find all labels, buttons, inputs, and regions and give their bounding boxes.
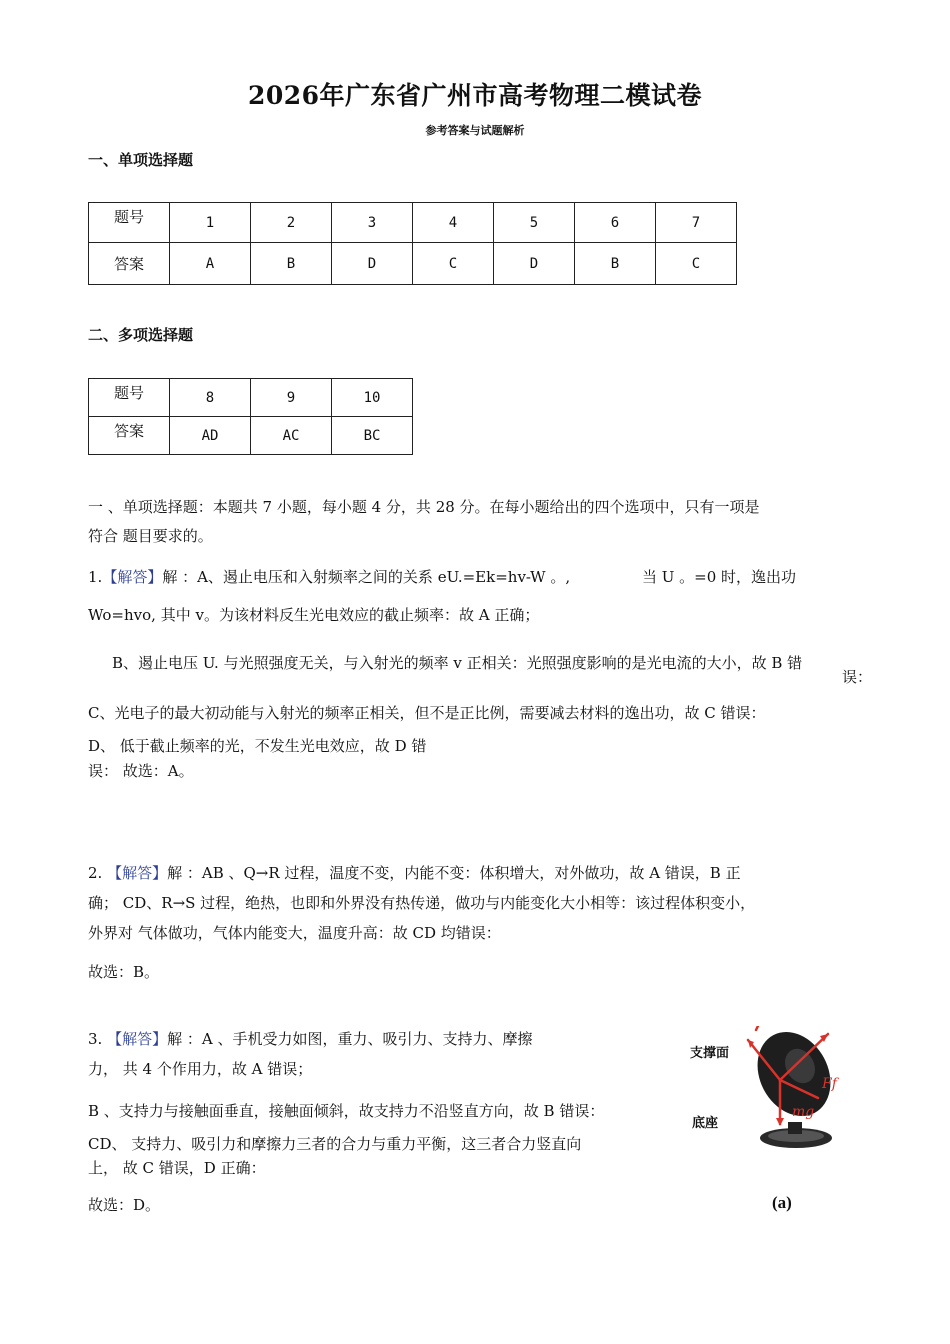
table-cell: 8 <box>170 379 251 417</box>
q3-line-6: 故选：D。 <box>88 1196 161 1214</box>
gravity-label: mg <box>792 1104 815 1120</box>
q3-text: 解 ：A 、手机受力如图，重力、吸引力、支持力、摩擦 <box>167 1030 533 1048</box>
table-row-answers <box>89 243 737 285</box>
row-label-question: 题号 <box>89 379 170 417</box>
q1-number: 1. <box>88 568 103 586</box>
q1-line-5: D、 低于截止频率的光，不发生光电效应，故 D 错 <box>88 737 427 755</box>
table-cell: AD <box>170 417 251 455</box>
section1-heading: 一、单项选择题 <box>88 151 194 169</box>
q1-answer-tag: 【解答】 <box>102 568 163 586</box>
table-cell: 6 <box>575 203 656 243</box>
phone-mount-figure <box>688 1026 870 1156</box>
friction-label: Ff <box>822 1076 837 1092</box>
q2-number: 2. <box>88 864 103 882</box>
q1-line-4: C、光电子的最大初动能与入射光的频率正相关，但不是正比例，需要减去材料的逸出功，故 C 错误： <box>88 704 766 722</box>
table-cell: 7 <box>656 203 737 243</box>
section2-answer-table <box>88 378 413 455</box>
q3-line-2: 力， 共 4 个作用力，故 A 错误； <box>88 1060 313 1078</box>
q1-text-a: 解 ：A、遏止电压和入射频率之间的关系 eU.=Ek=hv-W 。, <box>162 568 571 586</box>
table-cell: B <box>251 243 332 285</box>
row-label-question: 题号 <box>89 203 170 243</box>
table-cell: 1 <box>170 203 251 243</box>
section1-answer-table <box>88 202 737 285</box>
surface-label: 支撑面 <box>690 1046 730 1061</box>
table-cell: BC <box>332 417 413 455</box>
table-row-numbers <box>89 203 737 243</box>
table-cell: D <box>332 243 413 285</box>
table-cell: D <box>494 243 575 285</box>
q2-line-3: 外界对 气体做功，气体内能变大，温度升高：故 CD 均错误： <box>88 924 501 942</box>
mount-stem <box>788 1122 802 1134</box>
intro-line-2: 符合 题目要求的。 <box>88 527 213 545</box>
table-row-answers <box>89 417 413 455</box>
table-cell: 3 <box>332 203 413 243</box>
figure-caption: (a) <box>772 1193 792 1212</box>
table-cell: 4 <box>413 203 494 243</box>
q1-line-3-wrap: 误： <box>842 668 873 686</box>
q3-line-1 <box>88 1024 532 1054</box>
table-cell: 10 <box>332 379 413 417</box>
table-cell: C <box>656 243 737 285</box>
table-cell: AC <box>251 417 332 455</box>
page-title: 2026年广东省广州市高考物理二模试卷 <box>247 81 703 110</box>
table-cell: 9 <box>251 379 332 417</box>
q3-line-5: 上， 故 C 错误，D 正确： <box>88 1159 266 1177</box>
page-subtitle: 参考答案与试题解析 <box>425 124 525 137</box>
q2-answer-tag: 【解答】 <box>107 864 168 882</box>
q3-number: 3. <box>88 1030 103 1048</box>
table-cell: B <box>575 243 656 285</box>
section2-heading: 二、多项选择题 <box>88 326 194 344</box>
q3-line-3: B 、支持力与接触面垂直，接触面倾斜，故支持力不沿竖直方向，故 B 错误： <box>88 1102 605 1120</box>
row-label-answer: 答案 <box>89 417 170 455</box>
q2-line-2: 确； CD、R→S 过程，绝热，也即和外界没有热传递，做功与内能变化大小相等：该过程体积变小， <box>88 894 756 912</box>
table-cell: 2 <box>251 203 332 243</box>
q1-line-3: B、遏止电压 U. 与光照强度无关，与入射光的频率 v 正相关：光照强度影响的是光电流的大小，故 B 错 <box>112 654 803 672</box>
table-cell: 5 <box>494 203 575 243</box>
table-cell: A <box>170 243 251 285</box>
q1-line-1b: 当 U 。=0 时，逸出功 <box>642 568 797 586</box>
q1-line-6: 误： 故选：A。 <box>88 762 194 780</box>
intro-line-1: 一 、单项选择题：本题共 7 小题，每小题 4 分，共 28 分。在每小题给出的四个选项中，只有一项是 <box>88 498 760 516</box>
q1-line-1 <box>88 562 570 592</box>
q2-line-1 <box>88 858 741 888</box>
table-row-numbers <box>89 379 413 417</box>
base-label: 底座 <box>692 1116 719 1131</box>
q2-text: 解 ：AB 、Q→R 过程，温度不变，内能不变：体积增大，对外做功，故 A 错误，B 正 <box>167 864 741 882</box>
row-label-answer: 答案 <box>89 243 170 285</box>
q3-line-4: CD、 支持力、吸引力和摩擦力三者的合力与重力平衡，这三者合力竖直向 <box>88 1135 582 1153</box>
table-cell: C <box>413 243 494 285</box>
q1-line-2: Wo=hvo, 其中 v。为该材料反生光电效应的截止频率：故 A 正确； <box>88 606 540 624</box>
q2-line-4: 故选：B。 <box>88 963 160 981</box>
q3-answer-tag: 【解答】 <box>107 1030 168 1048</box>
